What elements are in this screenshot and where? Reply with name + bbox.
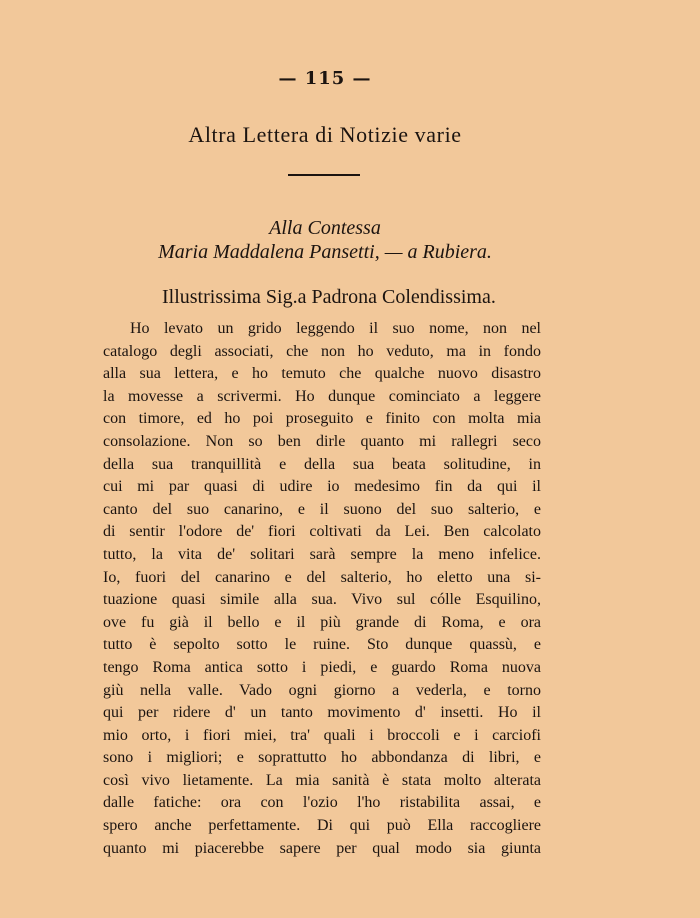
- title-divider: [288, 174, 360, 176]
- body-line: Io, fuori del canarino e del salterio, ho eletto una si-: [103, 568, 541, 586]
- body-line: alla sua lettera, e ho temuto che qualche nuovo disastro: [103, 365, 541, 383]
- recipient-line-1: Alla Contessa: [269, 217, 381, 239]
- body-line: così vivo lietamente. La mia sanità è stata molto alterata: [103, 771, 541, 789]
- body-line: ove fu già il bello e il più grande di Roma, e ora: [103, 613, 541, 631]
- body-line: consolazione. Non so ben dirle quanto mi rallegri seco: [103, 432, 541, 450]
- recipient-line-2: Maria Maddalena Pansetti, — a Rubiera.: [158, 241, 492, 263]
- body-line: canto del suo canarino, e il suono del suo salterio, e: [103, 500, 541, 518]
- body-line: dalle fatiche: ora con l'ozio l'ho ristabilita assai, e: [103, 794, 541, 812]
- body-line: quanto mi piacerebbe sapere per qual modo sia giunta: [103, 839, 541, 857]
- body-line: cui mi par quasi di udire io medesimo fin da qui il: [103, 478, 541, 496]
- salutation: Illustrissima Sig.a Padrona Colendissima.: [162, 286, 496, 308]
- body-line: qui per ridere d' un tanto movimento d' insetti. Ho il: [103, 704, 541, 722]
- body-line: tutto è sepolto sotto le ruine. Sto dunque quassù, e: [103, 636, 541, 654]
- letter-title: Altra Lettera di Notizie varie: [188, 122, 462, 147]
- body-line: di sentir l'odore de' fiori coltivati da Lei. Ben calcolato: [103, 523, 541, 541]
- body-line: sono i migliori; e soprattutto ho abbondanza di libri, e: [103, 749, 541, 767]
- body-line: tutto, la vita de' solitari sarà sempre la meno infelice.: [103, 545, 541, 563]
- body-line: Ho levato un grido leggendo il suo nome, non nel: [130, 320, 541, 337]
- recipient-block: [0, 216, 650, 264]
- body-line: tuazione quasi simile alla sua. Vivo sul cólle Esquilino,: [103, 591, 541, 609]
- body-line: catalogo degli associati, che non ho veduto, ma in fondo: [103, 342, 541, 360]
- body-line: la movesse a scrivermi. Ho dunque cominciato a leggere: [103, 387, 541, 405]
- body-line: mio orto, i fiori miei, tra' quali i broccoli e i carciofi: [103, 726, 541, 744]
- body-line: con timore, ed ho poi proseguito e finito con molta mia: [103, 410, 541, 428]
- letter-body: [103, 318, 541, 860]
- body-line: tengo Roma antica sotto i piedi, e guardo Roma nuova: [103, 658, 541, 676]
- body-line: spero anche perfettamente. Di qui può Ella raccogliere: [103, 817, 541, 835]
- page-number: — 115 —: [278, 68, 372, 89]
- body-line: giù nella valle. Vado ogni giorno a vederla, e torno: [103, 681, 541, 699]
- body-line: della sua tranquillità e della sua beata solitudine, in: [103, 455, 541, 473]
